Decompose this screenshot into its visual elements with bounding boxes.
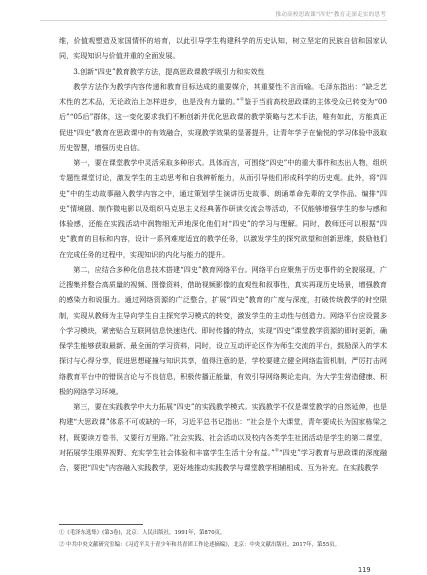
footnote-1: ①《毛泽东选集》(第3卷)，北京：人民出版社，1991年，第870页。: [59, 530, 226, 536]
paragraph-continuation: 维，价值观塑造及家国情怀的培育，以此引导学生构建科学的历史认知，树立坚定的民族自信和国家认同，实现知识与价值并重的全面发展。: [59, 36, 387, 61]
footnote-2: ② 中共中央文献研究室编：《习近平关于青少年和共青团工作论述摘编》，北京：中央文献出版社，2017年，第55页。: [59, 541, 341, 548]
header-rule: [40, 20, 387, 21]
footnotes: [59, 528, 389, 551]
paragraph-second-point: 第二，应结合多种化信息技术搭建“四史”教育网络平台。网络平台应聚焦于历史事件的全貌展现，广泛搜集并整合高质量的视频、图像资料，借助视频影像的直观性和叙事性，真实再现历史场景，增强教育的感染力和说服力。通过网络资源的广泛整合，扩展“四史”教育的广度与深度，打破传统教学的时空限制，实现从教师为主导向学生自主探究学习模式的转变，激发学生的主动性与创造力。网络平台应设置多个学习模块，紧密贴合互联网信息快速迭代、即时传播的特点，实现“四史”课堂教学资源的即时更新，确保学生能够获取最新、最全面的学习资料，同时，设立互动评论区作为师生交流的平台，鼓励深入的学术探讨与心得分享，促进思想碰撞与知识共享，值得注意的是，学校要建立健全网络监管机制，严厉打击网络教育平台中的错误言论与不良信息，积极传播正能量，有效引导网络舆论走向，为大学生营造健康、积极的网络学习环境。: [59, 264, 387, 396]
article-body: [59, 33, 387, 475]
paragraph-third-point: 第三，要在实践教学中大力拓展“四史”的实践教学模式。实践教学不仅是课堂教学的自然延伸，也是构建“大思政课”体系不可或缺的一环，习近平总书记指出：“社会是个大课堂，青年要成长为国家栋梁之材，既要读万卷书，又要行万里路。”社会实践、社会活动以及校内各类学生社团活动是学生的第二课堂，对拓展学生眼界视野、充实学生社会体验和丰富学生生活十分有益。”②“四史”学习教育与思政课的深度融合，要把“四史”内容融入实践教学，更好地推动实践教学与课堂教学相辅相成、互为补充。在实践教学: [59, 402, 387, 472]
running-title: 推动高校思政课“四史”教育走深走实的思考: [275, 12, 386, 18]
footnote-ref-1: ①: [239, 97, 245, 103]
footnote-ref-2: ②: [274, 448, 280, 454]
page-number: 119: [358, 566, 371, 574]
running-header: [0, 0, 427, 24]
footnote-divider: [59, 524, 143, 525]
paragraph-method-intro: 教学方法作为教学内容传递和教育目标达成的重要媒介，其重要性不言而喻。毛泽东指出：“缺乏艺术性的艺术品，无论政治上怎样进步，也是没有力量的。”①鉴于当前高校思政课的主体受众已转变为“00后”“05后”群体，这一变化要求我们不断创新并优化思政课的教学策略与艺术手法，唯有如此，方能真正促进“四史”教育在思政课中的有效融合，实现教学效果的显著提升，让青年学子在愉悦的学习体验中汲取历史智慧，增强历史自信。: [59, 81, 387, 152]
paragraph-first-point: 第一，要在课堂教学中灵活采取多种形式。具体而言，可围绕“四史”中的重大事件和杰出人物，组织专题性课堂讨论，激发学生的主动思考和自我辨析能力，从而引导他们形成科学的历史观。此外，将“四史”中的生动故事融入教学内容之中，通过策划学生演讲历史故事、朗诵革命先辈的文学作品、编排“四史”情境剧、制作微电影以及组织马克思主义经典著作研读交流会等活动，不仅能够增强学生的参与感和体验感，还能在实践活动中润物细无声地深化他们对“四史”的学习与理解。同时，教师还可以根据“四史”教育的目标和内容，设计一系列难度适宜的教学任务，以激发学生的探究欲望和创新思维，鼓励他们在完成任务的过程中，实现知识的内化与能力的提升。: [59, 158, 387, 259]
section-heading: 3.创新“四史”教育教学方法，提高思政课教学吸引力和实效性: [73, 66, 265, 76]
